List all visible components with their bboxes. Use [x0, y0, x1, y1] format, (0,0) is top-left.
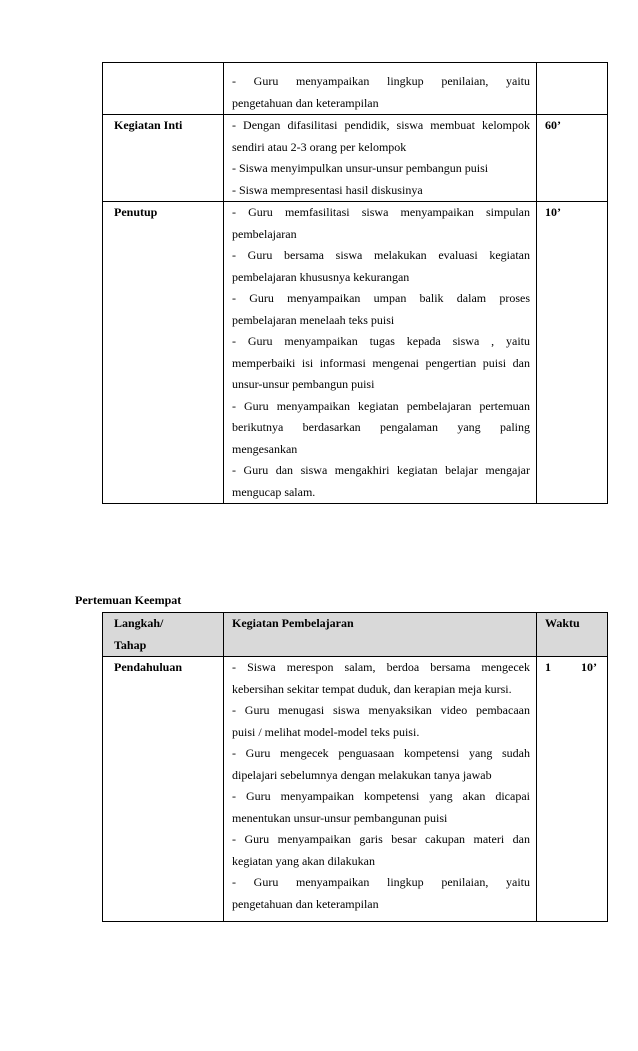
- activity-line: - Guru dan siswa mengakhiri kegiatan belajar mengajar: [232, 463, 530, 477]
- stage-cell: [103, 115, 224, 202]
- time-label: 60’: [545, 118, 561, 132]
- table-row: [103, 657, 608, 922]
- activity-line: - Siswa mempresentasi hasil diskusinya: [232, 182, 423, 197]
- activity-line: pengetahuan dan keterampilan: [232, 95, 379, 110]
- stage-label: Penutup: [114, 205, 158, 219]
- section-title: Pertemuan Keempat: [75, 593, 182, 607]
- activity-line: mengucap salam.: [232, 484, 316, 499]
- header-activity: [224, 613, 537, 657]
- activity-line: sendiri atau 2-3 orang per kelompok: [232, 139, 407, 154]
- header-time-label: Waktu: [545, 616, 580, 630]
- activity-line: - Guru mengecek penguasaan kompetensi yang sudah: [232, 746, 530, 760]
- table-header-row: [103, 613, 608, 657]
- stage-cell: [103, 202, 224, 504]
- activity-line: kegiatan yang akan dilakukan: [232, 853, 375, 868]
- activity-line: pembelajaran: [232, 226, 297, 241]
- stage-cell: [103, 657, 224, 922]
- activity-line: pengetahuan dan keterampilan: [232, 896, 379, 911]
- activity-cell: [224, 63, 537, 115]
- activity-cell: [224, 115, 537, 202]
- activity-line: - Siswa menyimpulkan unsur-unsur pembangun puisi: [232, 161, 489, 175]
- header-time: [537, 613, 608, 657]
- activity-line: - Guru bersama siswa melakukan evaluasi kegiatan: [232, 248, 530, 262]
- activity-line: - Guru menyampaikan kompetensi yang akan dicapai: [232, 789, 530, 803]
- time-values: [545, 657, 601, 679]
- activity-line: - Siswa merespon salam, berdoa bersama mengecek: [232, 660, 530, 674]
- time-cell: [537, 657, 608, 922]
- stage-label: Pendahuluan: [114, 660, 183, 674]
- activity-line: - Guru menugasi siswa menyaksikan video pembacaan: [232, 703, 530, 717]
- activity-line: - Guru menyampaikan kegiatan pembelajaran pertemuan: [232, 398, 530, 413]
- activity-line: - Guru memfasilitasi siswa menyampaikan simpulan: [232, 205, 530, 219]
- activity-line: puisi / melihat model-model teks puisi.: [232, 724, 420, 739]
- activity-line: unsur-unsur pembangun puisi: [232, 377, 375, 391]
- table-row: [103, 202, 608, 504]
- activity-cell: [224, 657, 537, 922]
- activity-line: mengesankan: [232, 441, 298, 456]
- header-stage-line: Langkah/: [114, 616, 164, 630]
- activity-table-continued: [102, 62, 608, 504]
- activity-line: - Guru menyampaikan umpan balik dalam proses: [232, 291, 530, 305]
- header-activity-label: Kegiatan Pembelajaran: [232, 616, 354, 630]
- activity-line: berikutnya berdasarkan pengalaman yang paling: [232, 420, 530, 434]
- time-cell: [537, 63, 608, 115]
- table-row: [103, 115, 608, 202]
- time-cell: [537, 202, 608, 504]
- activity-line: memperbaiki isi informasi mengenai pengertian puisi dan: [232, 355, 530, 370]
- time-value-b: 10’: [581, 660, 597, 674]
- time-value-a: 1: [545, 660, 551, 674]
- activity-line: dipelajari sebelumnya dengan melakukan tanya jawab: [232, 767, 492, 782]
- time-label: 10’: [545, 205, 561, 219]
- header-stage: [103, 613, 224, 657]
- activity-cell: [224, 202, 537, 504]
- activity-line: - Guru menyampaikan tugas kepada siswa , yaitu: [232, 334, 530, 348]
- activity-line: menentukan unsur-unsur pembangunan puisi: [232, 810, 448, 825]
- header-stage-line: Tahap: [114, 637, 147, 652]
- activity-line: - Guru menyampaikan garis besar cakupan materi dan: [232, 832, 530, 846]
- activity-line: - Guru menyampaikan lingkup penilaian, yaitu: [232, 74, 530, 88]
- activity-line: kebersihan sekitar tempat duduk, dan kerapian meja kursi.: [232, 681, 512, 696]
- activity-line: pembelajaran khususnya kekurangan: [232, 269, 410, 284]
- time-cell: [537, 115, 608, 202]
- activity-line: - Dengan difasilitasi pendidik, siswa membuat kelompok: [232, 118, 530, 132]
- activity-table: [102, 612, 608, 922]
- activity-line: - Guru menyampaikan lingkup penilaian, yaitu: [232, 875, 530, 889]
- stage-label: Kegiatan Inti: [114, 118, 183, 132]
- activity-line: pembelajaran menelaah teks puisi: [232, 312, 395, 327]
- stage-cell: [103, 63, 224, 115]
- table-row: [103, 63, 608, 115]
